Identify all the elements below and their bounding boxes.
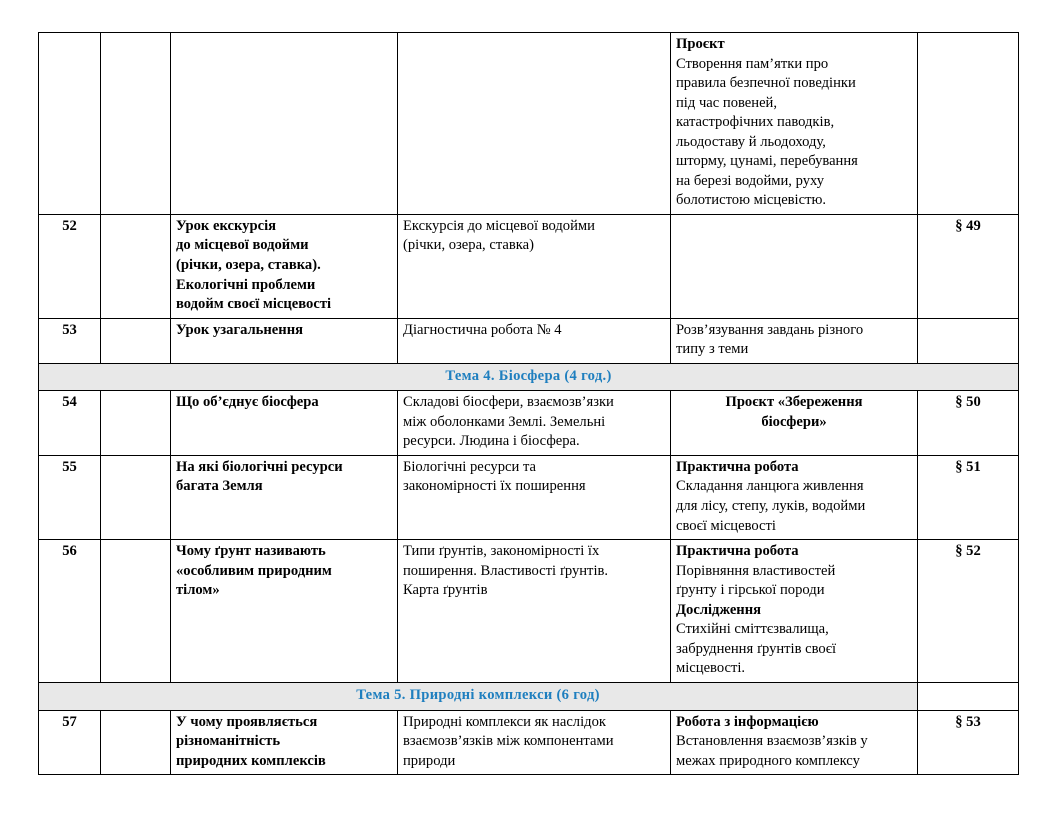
content-line: закономірності їх поширення [403,478,586,495]
content-line: (річки, озера, ставка) [403,237,534,254]
practice-line: льодоставу й льодоходу, [676,133,826,150]
practice-heading: Робота з інформацією [676,713,819,730]
topic-line: «особливим природним [176,562,332,579]
content-line: Природні комплекси як наслідок [403,713,606,730]
cell-practice [671,391,918,456]
practice-line: ґрунту і гірської породи [676,582,825,599]
topic-line: водойм своєї місцевості [176,296,332,313]
topic-line: Урок екскурсія [176,217,277,234]
content-line: взаємозв’язків між компонентами [403,733,614,750]
cell-lesson-number: 55 [39,455,101,539]
practice-line: правила безпечної поведінки [676,75,856,92]
table-row [39,455,1019,539]
cell-topic [171,33,398,215]
cell-lesson-number: 54 [39,391,101,456]
practice-line: межах природного комплексу [676,752,860,769]
content-line: поширення. Властивості ґрунтів. [403,562,609,579]
practice-heading: Практична робота [676,543,799,560]
topic-line: Чому ґрунт називають [176,543,326,560]
topic-line: (річки, озера, ставка). [176,257,321,274]
cell-practice [671,33,918,215]
cell-date [101,710,171,775]
research-heading: Дослідження [676,601,762,618]
topic-line: до місцевої водойми [176,237,309,254]
content-line: Екскурсія до місцевої водойми [403,217,595,234]
lesson-plan-sheet [38,32,1018,775]
theme-trailing-cell [918,682,1019,710]
practice-line: своєї місцевості [676,517,776,534]
practice-line: Складання ланцюга живлення [676,478,864,495]
topic-line: Що об’єднує біосфера [176,394,319,411]
cell-lesson-number [39,33,101,215]
table-body [39,33,1019,775]
practice-line: шторму, цунамі, перебування [676,153,858,170]
practice-line: катастрофічних паводків, [676,114,835,131]
theme-title: Тема 4. Біосфера (4 год.) [39,363,1019,391]
content-line: між оболонками Землі. Земельні [403,413,606,430]
content-line: ресурси. Людина і біосфера. [403,433,580,450]
cell-lesson-number: 53 [39,318,101,363]
cell-paragraph-ref [918,33,1019,215]
content-line: Біологічні ресурси та [403,458,536,475]
cell-topic [171,540,398,683]
cell-date [101,214,171,318]
cell-paragraph-ref [918,318,1019,363]
cell-content [398,318,671,363]
cell-lesson-number: 56 [39,540,101,683]
practice-line: типу з теми [676,341,749,358]
cell-content [398,33,671,215]
cell-content [398,455,671,539]
cell-date [101,540,171,683]
research-line: забруднення ґрунтів своєї [676,640,837,657]
theme-banner-row [39,682,1019,710]
cell-lesson-number: 57 [39,710,101,775]
practice-line: на березі водойми, руху [676,172,825,189]
cell-topic [171,710,398,775]
cell-practice [671,710,918,775]
theme-banner-row [39,363,1019,391]
cell-practice [671,540,918,683]
cell-practice [671,455,918,539]
cell-content [398,214,671,318]
content-line: Типи ґрунтів, закономірності їх [403,543,600,560]
topic-line: природних комплексів [176,752,326,769]
table-row [39,391,1019,456]
cell-content [398,710,671,775]
topic-line: Урок узагальнення [176,321,303,338]
practice-line: біосфери» [761,413,827,430]
cell-practice [671,318,918,363]
cell-lesson-number: 52 [39,214,101,318]
cell-topic [171,214,398,318]
cell-paragraph-ref: § 52 [918,540,1019,683]
content-line: Складові біосфери, взаємозв’язки [403,394,614,411]
cell-content [398,540,671,683]
cell-date [101,391,171,456]
topic-line: тілом» [176,582,220,599]
content-line: Карта ґрунтів [403,582,488,599]
practice-line: для лісу, степу, луків, водойми [676,498,866,515]
cell-date [101,318,171,363]
topic-line: різноманітність [176,733,281,750]
topic-line: У чому проявляється [176,713,318,730]
lesson-plan-table [38,32,1019,775]
practice-line: Встановлення взаємозв’язків у [676,733,868,750]
research-line: місцевості. [676,660,746,677]
cell-topic [171,455,398,539]
research-line: Стихійні сміттєзвалища, [676,621,829,638]
practice-heading: Проєкт [676,36,725,52]
cell-paragraph-ref: § 51 [918,455,1019,539]
table-row [39,318,1019,363]
practice-line: болотистою місцевістю. [676,192,827,209]
cell-date [101,33,171,215]
topic-line: багата Земля [176,478,263,495]
table-row [39,710,1019,775]
theme-title: Тема 5. Природні комплекси (6 год) [39,682,918,710]
practice-line: Розв’язування завдань різного [676,321,864,338]
topic-line: Екологічні проблеми [176,276,316,293]
practice-line: Проєкт «Збереження [725,394,863,411]
content-line: природи [403,752,456,769]
cell-topic [171,391,398,456]
cell-date [101,455,171,539]
cell-paragraph-ref: § 53 [918,710,1019,775]
cell-paragraph-ref: § 50 [918,391,1019,456]
cell-practice [671,214,918,318]
cell-topic [171,318,398,363]
practice-line: Створення пам’ятки про [676,55,829,72]
table-row [39,214,1019,318]
cell-content [398,391,671,456]
table-row [39,33,1019,215]
practice-heading: Практична робота [676,458,799,475]
table-row [39,540,1019,683]
topic-line: На які біологічні ресурси [176,458,343,475]
cell-paragraph-ref: § 49 [918,214,1019,318]
content-line: Діагностична робота № 4 [403,321,562,338]
practice-line: Порівняння властивостей [676,562,836,579]
practice-line: під час повеней, [676,94,778,111]
